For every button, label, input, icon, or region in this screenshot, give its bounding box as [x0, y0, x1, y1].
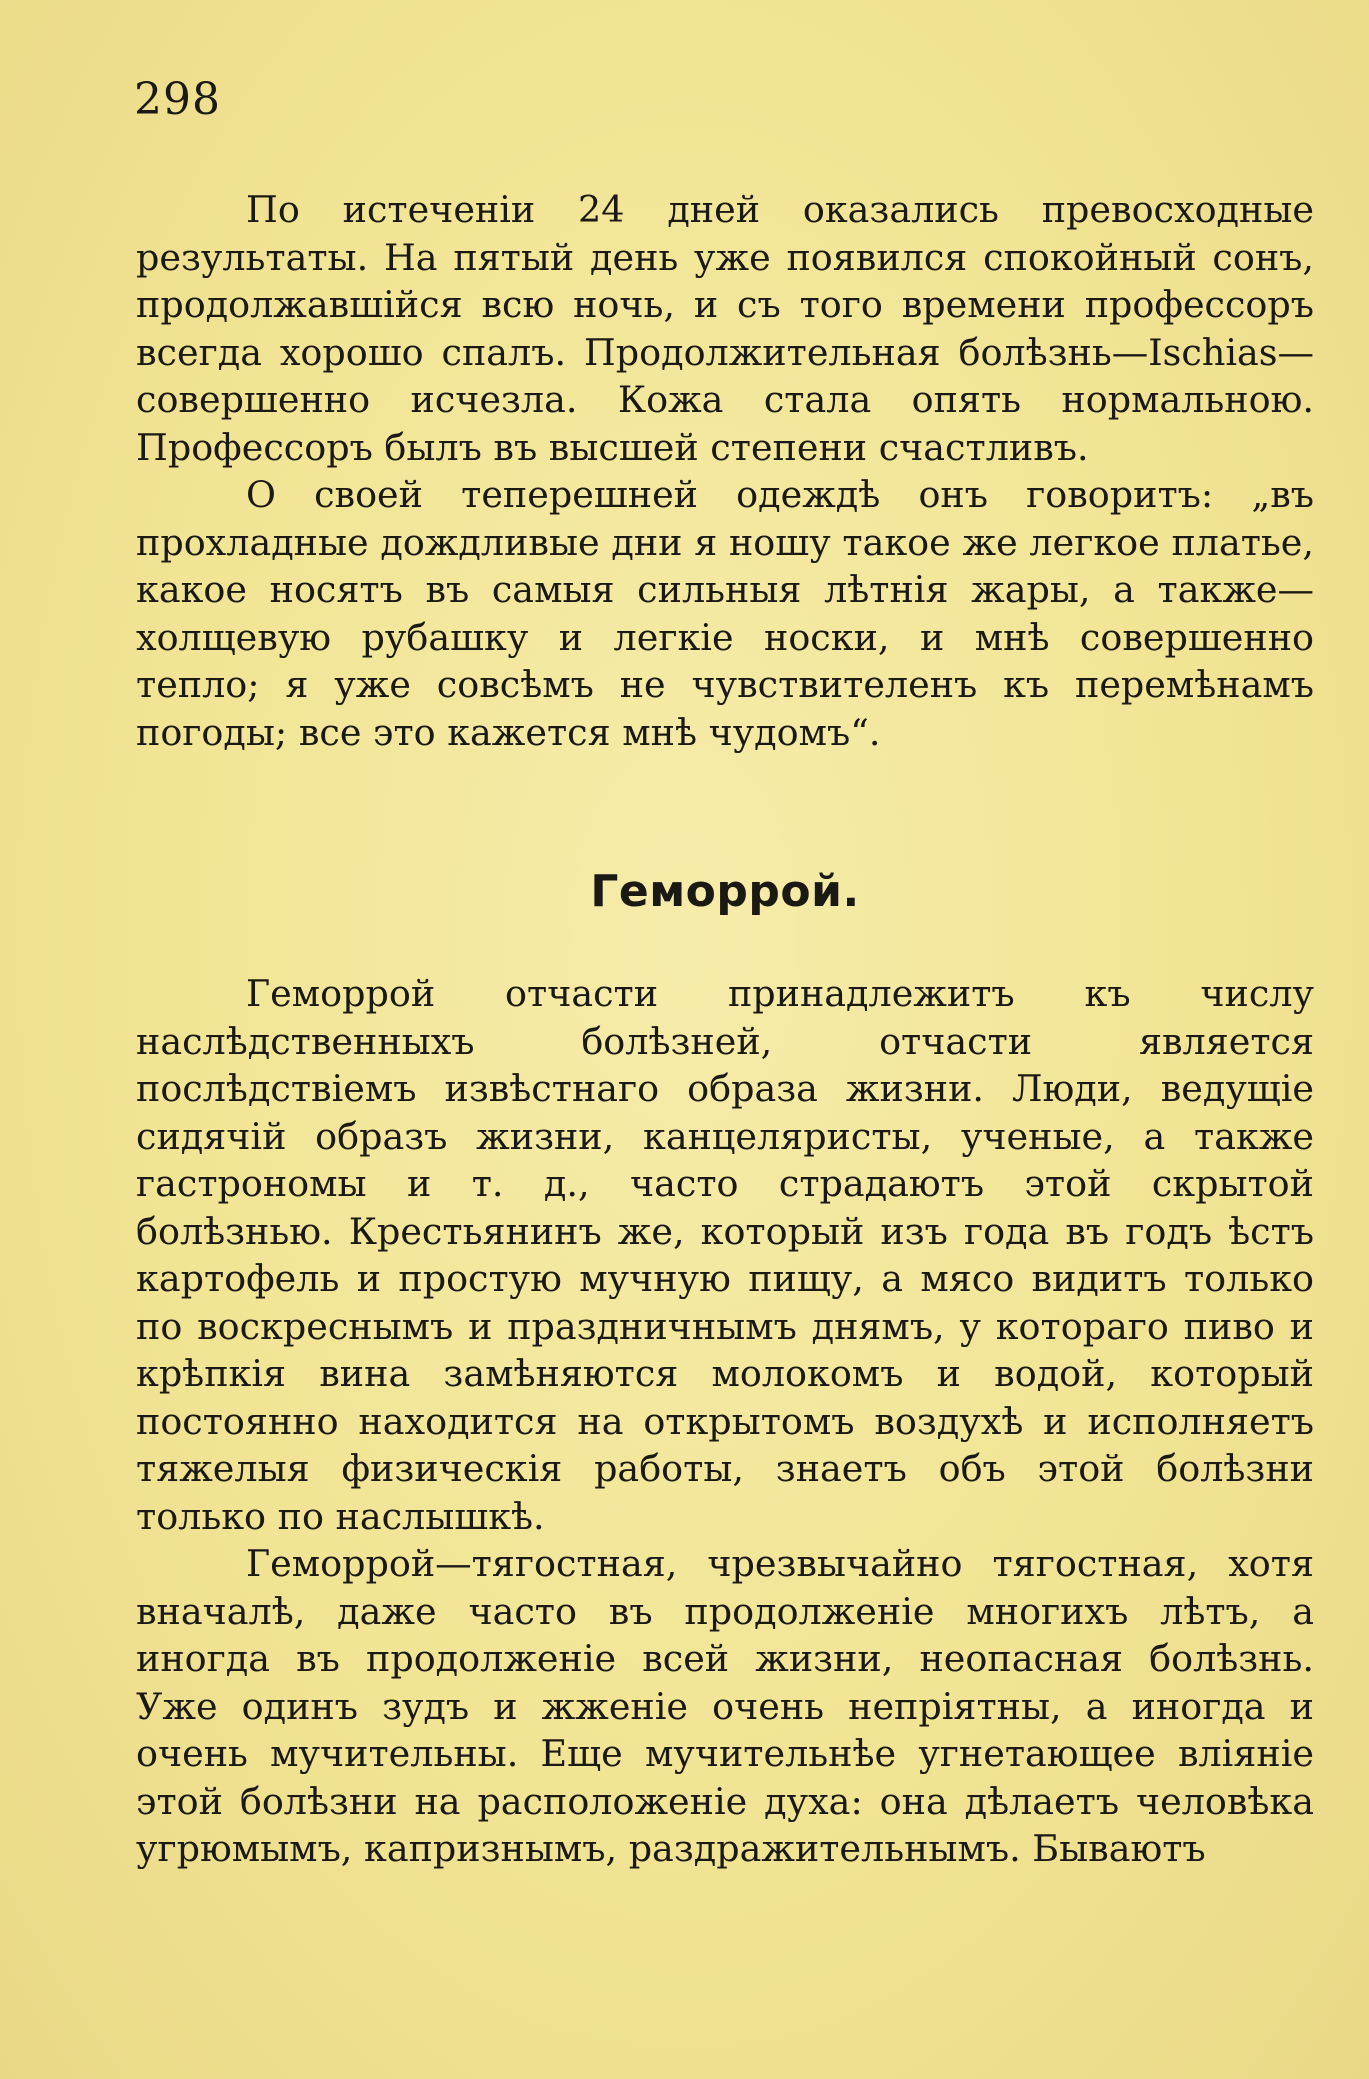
section-hemorrhoids	[136, 970, 1314, 1873]
section-before-heading	[136, 186, 1314, 756]
paragraph-results: По истеченіи 24 дней оказались превосходные результаты. На пятый день уже появился спокойный сонъ, продолжавшійся всю ночь, и съ того времени профессоръ всегда хорошо спалъ. Продолжительная болѣзнь—Ischias—совершенно исчезла. Кожа стала опять нормальною. Профессоръ былъ въ высшей степени счастливъ.	[136, 188, 1314, 469]
paragraph-effects: Геморрой—тягостная, чрезвычайно тягостная, хотя вначалѣ, даже часто въ продолженіе многихъ лѣтъ, а иногда въ продолженіе всей жизни, неопасная болѣзнь. Уже одинъ зудъ и жженіе очень непріятны, а иногда и очень мучительны. Еще мучительнѣе угнетающее вліяніе этой болѣзни на расположеніе духа: она дѣлаетъ человѣка угрюмымъ, капризнымъ, раздражительнымъ. Бываютъ	[136, 1542, 1314, 1870]
section-heading: Геморрой.	[590, 866, 860, 917]
paragraph-clothing-quote: О своей теперешней одеждѣ онъ говоритъ: „въ прохладные дождливые дни я ношу такое же легкое платье, какое носятъ въ самыя сильныя лѣтнія жары, а также—холщевую рубашку и легкіе носки, и мнѣ совершенно тепло; я уже совсѣмъ не чувствителенъ къ перемѣнамъ погоды; все это кажется мнѣ чудомъ“.	[136, 473, 1314, 754]
paragraph-causes: Геморрой отчасти принадлежитъ къ числу наслѣдственныхъ болѣзней, отчасти является послѣдствіемъ извѣстнаго образа жизни. Люди, ведущіе сидячій образъ жизни, канцеляристы, ученые, а также гастрономы и т. д., часто страдаютъ этой скрытой болѣзнью. Крестьянинъ же, который изъ года въ годъ ѣстъ картофель и простую мучную пищу, а мясо видитъ только по воскреснымъ и праздничнымъ днямъ, у котораго пиво и крѣпкія вина замѣняются молокомъ и водой, который постоянно находится на открытомъ воздухѣ и исполняетъ тяжелыя физическія работы, знаетъ объ этой болѣзни только по наслышкѣ.	[136, 972, 1314, 1538]
page-number: 298	[134, 74, 221, 125]
